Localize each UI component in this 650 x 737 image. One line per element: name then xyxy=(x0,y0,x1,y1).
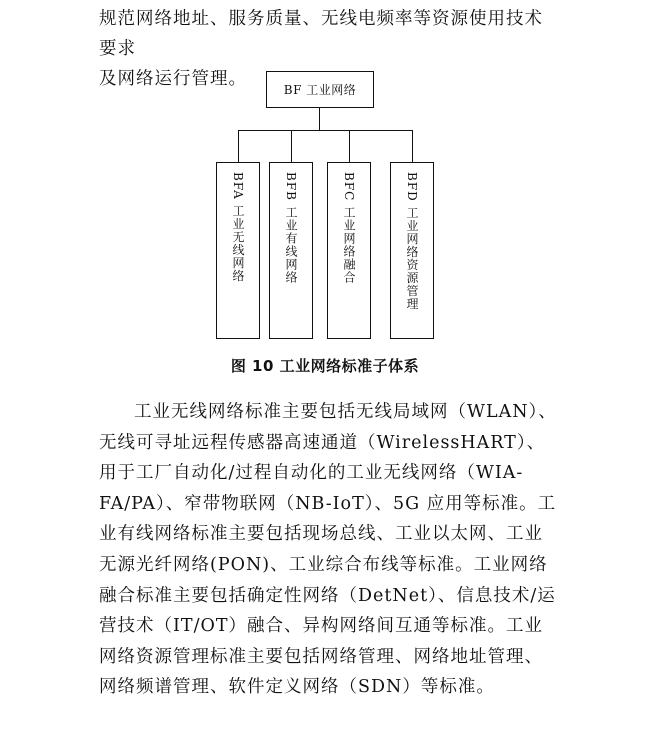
root-stem-line xyxy=(319,108,320,131)
child-node-bfc xyxy=(327,162,371,339)
branch-line-bfa xyxy=(238,130,239,162)
child-node-code: BFD xyxy=(405,172,419,202)
figure-caption: 图 10 工业网络标准子体系 xyxy=(230,357,420,375)
child-node-code: BFB xyxy=(284,172,298,201)
body-text: 工业无线网络标准主要包括无线局域网（WLAN）、无线可寻址远程传感器高速通道（WirelessHART）、用于工厂自动化/过程自动化的工业无线网络（WIA-FA/PA）、窄带物联网（NB-IoT）、5G 应用等标准。工业有线网络标准主要包括现场总线、工业以太网、工业无源光纤网络(PON)、工业综合布线等标准。工业网络融合标准主要包括确定性网络（DetNet）、信息技术/运营技术（IT/OT）融合、异构网络间互通等标准。工业网络资源管理标准主要包括网络管理、网络地址管理、网络频谱管理、软件定义网络（SDN）等标准。 xyxy=(99,402,557,698)
child-node-label: 工业网络资源管理 xyxy=(405,206,419,311)
root-node-label: BF 工业网络 xyxy=(283,83,357,97)
child-node-bfd xyxy=(390,162,434,339)
horizontal-bus-line xyxy=(238,130,413,131)
body-paragraph xyxy=(99,397,559,703)
child-node-bfb xyxy=(269,162,313,339)
child-node-label: 工业网络融合 xyxy=(342,206,356,285)
branch-line-bfc xyxy=(349,130,350,162)
intro-line-2: 及网络运行管理。 xyxy=(99,69,247,89)
child-node-code: BFC xyxy=(342,172,356,202)
branch-line-bfd xyxy=(412,130,413,162)
intro-line-1: 规范网络地址、服务质量、无线电频率等资源使用技术要求 xyxy=(99,9,543,59)
child-node-label: 工业有线网络 xyxy=(284,205,298,284)
child-node-bfa xyxy=(216,162,260,339)
root-node-bf xyxy=(266,71,374,108)
child-node-label: 工业无线网络 xyxy=(231,204,245,283)
child-node-code: BFA xyxy=(231,172,245,200)
branch-line-bfb xyxy=(291,130,292,162)
